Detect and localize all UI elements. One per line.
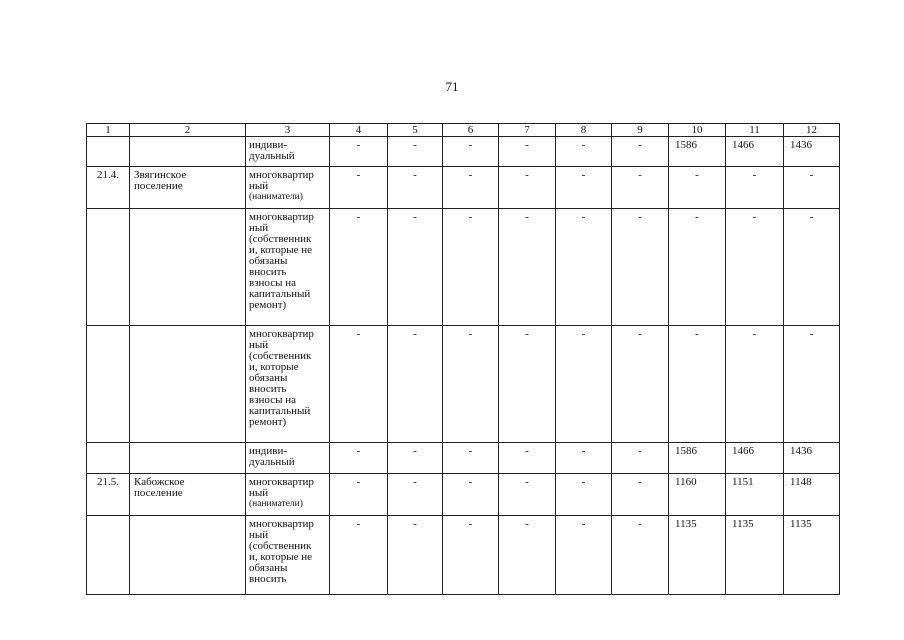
value-cell: -	[388, 167, 443, 209]
settlement-name	[130, 474, 246, 516]
column-header: 11	[726, 124, 784, 137]
housing-type-line: обязаны	[249, 372, 288, 384]
housing-type-line: (собственник	[249, 233, 312, 245]
value-cell: 1160	[669, 474, 726, 516]
table-row	[87, 167, 840, 209]
value-cell: -	[556, 326, 612, 443]
value-cell: -	[726, 326, 784, 443]
value-cell: -	[330, 209, 388, 326]
row-number	[87, 326, 130, 443]
value-cell: -	[330, 516, 388, 595]
column-header: 7	[499, 124, 556, 137]
value-cell: 1466	[726, 443, 784, 474]
column-header: 1	[87, 124, 130, 137]
value-cell: -	[499, 167, 556, 209]
housing-type-line: ремонт)	[249, 416, 287, 428]
value-cell: -	[443, 167, 499, 209]
value-cell: -	[388, 474, 443, 516]
value-cell: 1466	[726, 137, 784, 167]
value-cell: -	[556, 474, 612, 516]
housing-type-line: обязаны	[249, 562, 288, 574]
value-cell: -	[330, 137, 388, 167]
value-cell: -	[499, 443, 556, 474]
housing-type	[246, 443, 330, 474]
housing-type-line: ный	[249, 339, 269, 351]
value-cell: -	[612, 443, 669, 474]
housing-type-line: обязаны	[249, 255, 288, 267]
housing-type-line: ремонт)	[249, 299, 287, 311]
housing-type-line: многоквартир	[249, 328, 314, 340]
column-header: 10	[669, 124, 726, 137]
housing-type-line: ный	[249, 487, 269, 499]
row-number: 21.5.	[87, 474, 130, 516]
value-cell: -	[388, 137, 443, 167]
tariff-table	[86, 123, 840, 595]
housing-type	[246, 167, 330, 209]
value-cell: -	[499, 209, 556, 326]
settlement-name	[130, 443, 246, 474]
value-cell: -	[612, 326, 669, 443]
column-header: 3	[246, 124, 330, 137]
value-cell: -	[556, 209, 612, 326]
settlement-name	[130, 516, 246, 595]
row-number: 21.4.	[87, 167, 130, 209]
housing-type-line: и, которые не	[249, 244, 312, 256]
row-number	[87, 209, 130, 326]
value-cell: -	[443, 516, 499, 595]
table-row	[87, 326, 840, 443]
column-header: 8	[556, 124, 612, 137]
settlement-name	[130, 209, 246, 326]
value-cell: -	[499, 326, 556, 443]
housing-type-line: многоквартир	[249, 476, 314, 488]
table-row	[87, 209, 840, 326]
value-cell: -	[784, 326, 840, 443]
column-header: 12	[784, 124, 840, 137]
value-cell: -	[499, 474, 556, 516]
value-cell: -	[612, 209, 669, 326]
value-cell: -	[499, 137, 556, 167]
housing-type-line: взносы на	[249, 277, 296, 289]
value-cell: -	[726, 167, 784, 209]
value-cell: -	[499, 516, 556, 595]
housing-type	[246, 137, 330, 167]
value-cell: -	[612, 137, 669, 167]
column-header: 9	[612, 124, 669, 137]
value-cell: -	[443, 209, 499, 326]
value-cell: -	[669, 167, 726, 209]
housing-type-line: и, которые	[249, 361, 299, 373]
value-cell: -	[388, 443, 443, 474]
value-cell: -	[443, 443, 499, 474]
column-header: 5	[388, 124, 443, 137]
housing-type-line: (наниматели)	[249, 192, 303, 202]
value-cell: 1148	[784, 474, 840, 516]
value-cell: 1151	[726, 474, 784, 516]
value-cell: -	[669, 209, 726, 326]
value-cell: -	[612, 167, 669, 209]
housing-type-line: индиви-	[249, 445, 288, 457]
value-cell: -	[726, 209, 784, 326]
housing-type-line: вносить	[249, 573, 287, 585]
tariff-table-container	[86, 123, 840, 595]
housing-type-line: многоквартир	[249, 169, 314, 181]
table-row	[87, 474, 840, 516]
housing-type-line: (собственник	[249, 350, 312, 362]
value-cell: 1135	[784, 516, 840, 595]
value-cell: 1436	[784, 443, 840, 474]
value-cell: -	[388, 326, 443, 443]
settlement-name-line: Кабожское	[134, 476, 185, 488]
value-cell: -	[330, 474, 388, 516]
value-cell: -	[612, 474, 669, 516]
value-cell: -	[669, 326, 726, 443]
settlement-name	[130, 326, 246, 443]
column-header: 6	[443, 124, 499, 137]
housing-type-line: ный	[249, 529, 269, 541]
table-row	[87, 443, 840, 474]
value-cell: -	[612, 516, 669, 595]
housing-type	[246, 209, 330, 326]
housing-type-line: вносить	[249, 383, 287, 395]
housing-type-line: ный	[249, 222, 269, 234]
housing-type-line: дуальный	[249, 150, 295, 162]
housing-type-line: капитальный	[249, 288, 311, 300]
row-number	[87, 137, 130, 167]
settlement-name-line: Звягинское	[134, 169, 187, 181]
value-cell: -	[388, 516, 443, 595]
housing-type-line: взносы на	[249, 394, 296, 406]
value-cell: -	[556, 167, 612, 209]
row-number	[87, 443, 130, 474]
housing-type	[246, 474, 330, 516]
housing-type-line: (собственник	[249, 540, 312, 552]
column-header: 2	[130, 124, 246, 137]
value-cell: -	[330, 167, 388, 209]
value-cell: -	[784, 209, 840, 326]
value-cell: -	[330, 326, 388, 443]
value-cell: -	[556, 516, 612, 595]
settlement-name-line: поселение	[134, 180, 183, 192]
column-header: 4	[330, 124, 388, 137]
value-cell: 1436	[784, 137, 840, 167]
table-row	[87, 516, 840, 595]
value-cell: 1135	[726, 516, 784, 595]
housing-type-line: и, которые не	[249, 551, 312, 563]
settlement-name-line: поселение	[134, 487, 183, 499]
value-cell: -	[443, 326, 499, 443]
value-cell: -	[556, 137, 612, 167]
value-cell: -	[443, 137, 499, 167]
value-cell: 1586	[669, 443, 726, 474]
housing-type-line: вносить	[249, 266, 287, 278]
value-cell: -	[443, 474, 499, 516]
housing-type	[246, 326, 330, 443]
housing-type-line: дуальный	[249, 456, 295, 468]
settlement-name	[130, 167, 246, 209]
housing-type-line: (наниматели)	[249, 499, 303, 509]
value-cell: -	[388, 209, 443, 326]
value-cell: -	[556, 443, 612, 474]
row-number	[87, 516, 130, 595]
header-row	[87, 124, 840, 137]
housing-type-line: многоквартир	[249, 211, 314, 223]
value-cell: -	[330, 443, 388, 474]
housing-type	[246, 516, 330, 595]
housing-type-line: многоквартир	[249, 518, 314, 530]
value-cell: 1586	[669, 137, 726, 167]
value-cell: 1135	[669, 516, 726, 595]
housing-type-line: ный	[249, 180, 269, 192]
settlement-name	[130, 137, 246, 167]
housing-type-line: капитальный	[249, 405, 311, 417]
value-cell: -	[784, 167, 840, 209]
housing-type-line: индиви-	[249, 139, 288, 151]
page-number: 71	[445, 79, 459, 94]
table-row	[87, 137, 840, 167]
